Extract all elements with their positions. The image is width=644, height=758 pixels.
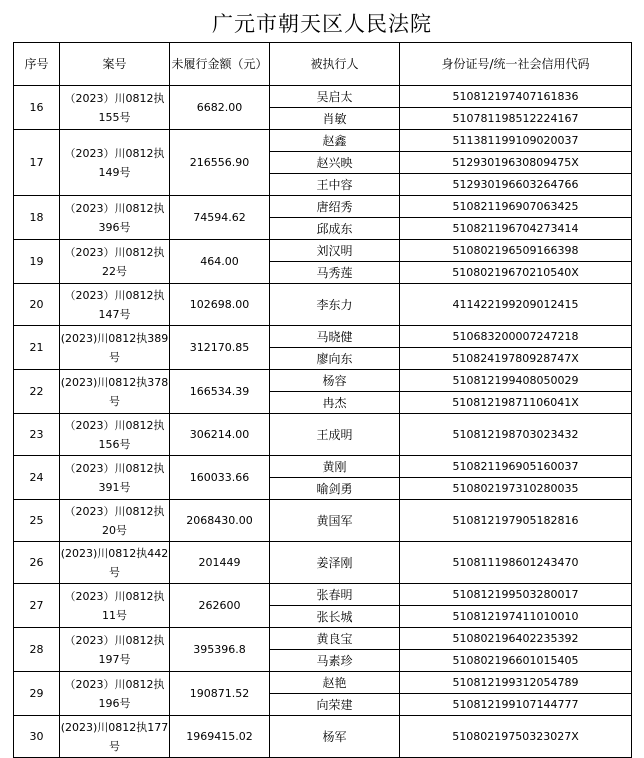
- amount-cell: 166534.39: [170, 370, 270, 414]
- person-id-cell: 510802197310280035: [400, 478, 632, 500]
- seq-cell: 30: [14, 716, 60, 758]
- table-row: [14, 716, 632, 758]
- case-cell: (2023)川0812执389号: [60, 326, 170, 370]
- case-cell: （2023）川0812执147号: [60, 284, 170, 326]
- person-name-cell: 赵鑫: [270, 130, 400, 152]
- case-cell: （2023）川0812执391号: [60, 456, 170, 500]
- header-id: 身份证号/统一社会信用代码: [400, 43, 632, 86]
- person-name-cell: 姜泽刚: [270, 542, 400, 584]
- seq-cell: 19: [14, 240, 60, 284]
- table-row: [14, 196, 632, 218]
- person-name-cell: 向荣建: [270, 694, 400, 716]
- case-cell: (2023)川0812执442号: [60, 542, 170, 584]
- seq-cell: 26: [14, 542, 60, 584]
- person-name-cell: 赵艳: [270, 672, 400, 694]
- seq-cell: 18: [14, 196, 60, 240]
- table-body: [14, 86, 632, 758]
- seq-cell: 29: [14, 672, 60, 716]
- table-row: [14, 130, 632, 152]
- case-cell: （2023）川0812执20号: [60, 500, 170, 542]
- seq-cell: 25: [14, 500, 60, 542]
- person-name-cell: 刘汉明: [270, 240, 400, 262]
- amount-cell: 102698.00: [170, 284, 270, 326]
- seq-cell: 22: [14, 370, 60, 414]
- case-cell: （2023）川0812执156号: [60, 414, 170, 456]
- seq-cell: 17: [14, 130, 60, 196]
- amount-cell: 74594.62: [170, 196, 270, 240]
- person-id-cell: 510812199107144777: [400, 694, 632, 716]
- person-name-cell: 李东力: [270, 284, 400, 326]
- table-row: [14, 628, 632, 650]
- person-name-cell: 邱成东: [270, 218, 400, 240]
- table-row: [14, 500, 632, 542]
- person-id-cell: 510802196402235392: [400, 628, 632, 650]
- person-name-cell: 张长城: [270, 606, 400, 628]
- person-name-cell: 唐绍秀: [270, 196, 400, 218]
- person-name-cell: 王中容: [270, 174, 400, 196]
- person-name-cell: 马秀莲: [270, 262, 400, 284]
- person-name-cell: 廖向东: [270, 348, 400, 370]
- table-row: [14, 240, 632, 262]
- amount-cell: 1969415.02: [170, 716, 270, 758]
- table-row: [14, 86, 632, 108]
- header-amount: 未履行金额（元）: [170, 43, 270, 86]
- amount-cell: 190871.52: [170, 672, 270, 716]
- case-cell: (2023)川0812执177号: [60, 716, 170, 758]
- header-seq: 序号: [14, 43, 60, 86]
- case-cell: （2023）川0812执22号: [60, 240, 170, 284]
- amount-cell: 6682.00: [170, 86, 270, 130]
- person-id-cell: 510812199312054789: [400, 672, 632, 694]
- amount-cell: 262600: [170, 584, 270, 628]
- amount-cell: 216556.90: [170, 130, 270, 196]
- case-cell: （2023）川0812执196号: [60, 672, 170, 716]
- person-id-cell: 510821196704273414: [400, 218, 632, 240]
- person-id-cell: 510812197407161836: [400, 86, 632, 108]
- person-name-cell: 杨军: [270, 716, 400, 758]
- person-id-cell: 510812199503280017: [400, 584, 632, 606]
- person-id-cell: 51082419780928747X: [400, 348, 632, 370]
- case-cell: (2023)川0812执378号: [60, 370, 170, 414]
- person-name-cell: 黄刚: [270, 456, 400, 478]
- header-person: 被执行人: [270, 43, 400, 86]
- case-cell: （2023）川0812执197号: [60, 628, 170, 672]
- seq-cell: 16: [14, 86, 60, 130]
- person-id-cell: 510812199408050029: [400, 370, 632, 392]
- person-id-cell: 510812197905182816: [400, 500, 632, 542]
- person-name-cell: 黄国军: [270, 500, 400, 542]
- person-id-cell: 51081219871106041X: [400, 392, 632, 414]
- amount-cell: 306214.00: [170, 414, 270, 456]
- amount-cell: 2068430.00: [170, 500, 270, 542]
- table-row: [14, 542, 632, 584]
- person-id-cell: 510811198601243470: [400, 542, 632, 584]
- person-name-cell: 马素珍: [270, 650, 400, 672]
- person-name-cell: 王成明: [270, 414, 400, 456]
- person-name-cell: 喻剑勇: [270, 478, 400, 500]
- table-row: [14, 584, 632, 606]
- header-case: 案号: [60, 43, 170, 86]
- person-name-cell: 马晓健: [270, 326, 400, 348]
- amount-cell: 201449: [170, 542, 270, 584]
- seq-cell: 27: [14, 584, 60, 628]
- table-row: [14, 414, 632, 456]
- table-row: [14, 672, 632, 694]
- person-name-cell: 黄良宝: [270, 628, 400, 650]
- amount-cell: 464.00: [170, 240, 270, 284]
- table-row: [14, 284, 632, 326]
- person-id-cell: 411422199209012415: [400, 284, 632, 326]
- case-cell: （2023）川0812执155号: [60, 86, 170, 130]
- table-row: [14, 370, 632, 392]
- person-name-cell: 冉杰: [270, 392, 400, 414]
- case-cell: （2023）川0812执396号: [60, 196, 170, 240]
- seq-cell: 21: [14, 326, 60, 370]
- person-name-cell: 张春明: [270, 584, 400, 606]
- table-header-row: [14, 43, 632, 86]
- amount-cell: 312170.85: [170, 326, 270, 370]
- person-id-cell: 510802196601015405: [400, 650, 632, 672]
- person-id-cell: 51080219750323027X: [400, 716, 632, 758]
- person-id-cell: 51080219670210540X: [400, 262, 632, 284]
- person-id-cell: 512930196603264766: [400, 174, 632, 196]
- document-title: 广元市朝天区人民法院: [212, 12, 432, 36]
- person-id-cell: 510821196907063425: [400, 196, 632, 218]
- person-name-cell: 杨容: [270, 370, 400, 392]
- person-id-cell: 511381199109020037: [400, 130, 632, 152]
- person-id-cell: 510821196905160037: [400, 456, 632, 478]
- person-id-cell: 510812197411010010: [400, 606, 632, 628]
- person-name-cell: 赵兴映: [270, 152, 400, 174]
- case-cell: （2023）川0812执149号: [60, 130, 170, 196]
- person-name-cell: 吴启太: [270, 86, 400, 108]
- seq-cell: 24: [14, 456, 60, 500]
- enforcement-table: [13, 42, 632, 758]
- person-id-cell: 510781198512224167: [400, 108, 632, 130]
- amount-cell: 160033.66: [170, 456, 270, 500]
- amount-cell: 395396.8: [170, 628, 270, 672]
- person-id-cell: 510812198703023432: [400, 414, 632, 456]
- table-row: [14, 326, 632, 348]
- person-id-cell: 510683200007247218: [400, 326, 632, 348]
- seq-cell: 23: [14, 414, 60, 456]
- case-cell: （2023）川0812执11号: [60, 584, 170, 628]
- seq-cell: 28: [14, 628, 60, 672]
- person-name-cell: 肖敏: [270, 108, 400, 130]
- seq-cell: 20: [14, 284, 60, 326]
- person-id-cell: 510802196509166398: [400, 240, 632, 262]
- person-id-cell: 51293019630809475X: [400, 152, 632, 174]
- table-row: [14, 456, 632, 478]
